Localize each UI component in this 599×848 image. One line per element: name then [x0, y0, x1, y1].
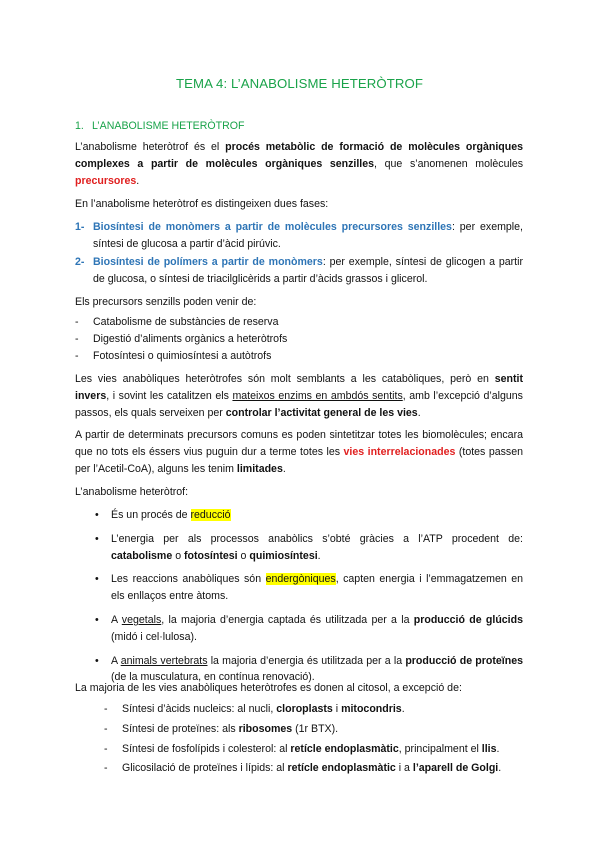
bullet-text: la majoria d’energia és utilitzada per a la — [207, 654, 406, 667]
bullet-item — [93, 507, 523, 524]
dash-marker: - — [104, 722, 108, 735]
dash-marker: - — [104, 762, 108, 775]
list-item-text: i a — [395, 762, 413, 775]
intro-definition: procés metabòlic de formació de molècules orgàniques complexes a partir de molècules orgàniques senzilles — [75, 141, 523, 170]
bullet-text: És un procés de — [111, 509, 191, 521]
aparell-golgi: l’aparell de Golgi — [412, 762, 499, 775]
list-item-text: . — [496, 742, 500, 755]
vies-end: . — [417, 406, 421, 419]
dash-marker: - — [75, 332, 79, 345]
controlar-activitat: controlar l’activitat general de les vies — [225, 406, 418, 419]
bullet-text: L’energia per als processos anabòlics s’obté gràcies a l’ATP procedent de: — [111, 532, 523, 545]
list-item-text: Síntesi d’àcids nucleics: al nucli, — [122, 703, 277, 715]
bullet-text: A — [111, 613, 122, 626]
ribosomes: ribosomes — [238, 722, 293, 735]
list-item-text: (1r BTX). — [292, 722, 339, 735]
bullet-marker: • — [95, 509, 99, 521]
bullet-marker: • — [95, 654, 99, 667]
catabolisme: catabolisme — [111, 549, 173, 562]
anabolisme-label-text: L’anabolisme heteròtrof: — [75, 486, 189, 498]
bullet-text: . — [317, 549, 321, 562]
bullet-text: , la majoria d’energia captada és utilitzada per a la — [161, 613, 414, 626]
reticle-endoplasmatic: retícle endoplasmàtic — [290, 742, 399, 755]
bullet-marker: • — [95, 613, 99, 626]
dash-marker: - — [104, 742, 108, 755]
reticle-endoplasmatic: retícle endoplasmàtic — [287, 762, 396, 775]
animals-vertebrats: animals vertebrats — [120, 654, 208, 667]
list-item-text: Catabolisme de substàncies de reserva — [93, 316, 279, 328]
list-item — [75, 331, 523, 348]
bullet-text: Les reaccions anabòliques són — [111, 573, 266, 586]
vies-text: Les vies anabòliques heteròtrofes són molt semblants a les catabòliques, però en — [75, 373, 495, 385]
list-item-text: . — [401, 703, 405, 715]
intro-paragraph — [75, 139, 523, 189]
citosol-intro-text: La majoria de les vies anabòliques heteròtrofes es donen al citosol, a excepció de: — [75, 682, 462, 694]
intro-text-2: , que s’anomenen molècules — [374, 157, 524, 170]
section-title: L’ANABOLISME HETERÒTROF — [92, 120, 245, 132]
section-number: 1. — [75, 120, 84, 132]
cloroplasts: cloroplasts — [276, 703, 333, 715]
bullet-item — [93, 612, 523, 646]
endergoniques-highlight: endergòniques — [265, 573, 336, 586]
bullet-text: o — [172, 549, 185, 562]
anabolisme-bullets — [93, 507, 523, 686]
phase-title: Biosíntesi de monòmers a partir de molècules precursores senzilles — [93, 221, 452, 233]
dash-marker: - — [104, 703, 108, 715]
phases-list-2 — [75, 254, 523, 288]
dash-marker: - — [75, 316, 79, 328]
comuns-text: A partir de determinats precursors comuns es poden sintetitzar totes les biomolècules; encara que no tots els éssers vius puguin dur a terme totes les — [75, 429, 523, 458]
list-item-text: Glicosilació de proteïnes i lípids: al — [122, 762, 288, 775]
comuns-end: . — [282, 462, 286, 475]
bullet-text: , capten energia i l’emmagatzemen en els enllaços entre àtoms. — [111, 573, 523, 603]
vies-text-2: , i sovint les catalitzen els — [106, 389, 233, 402]
phases-intro-text: En l’anabolisme heteròtrof es distingeixen dues fases: — [75, 198, 329, 210]
list-item-text: Digestió d’aliments orgànics a heteròtrofs — [93, 332, 288, 345]
phase-description: : per exemple, síntesi de glicogen a partir de glucosa, o síntesi de triacilglicèrids a partir d’àcids grassos i glicerol. — [93, 256, 524, 285]
precursores-term: precursores — [75, 174, 137, 187]
produccio-proteines: producció de proteïnes — [405, 654, 523, 667]
vies-text-3: , amb l’excepció d’alguns passos, els quals serveixen per — [75, 389, 523, 419]
vegetals: vegetals — [121, 613, 162, 626]
produccio-glucids: producció de glúcids — [413, 613, 523, 626]
anabolisme-label — [75, 484, 523, 501]
phase-item — [75, 219, 523, 253]
list-item — [104, 741, 523, 758]
precursors-list — [75, 314, 523, 364]
phases-intro — [75, 196, 523, 213]
precursors-intro — [75, 294, 523, 311]
bullet-text: (de la musculatura, en contínua renovació). — [111, 671, 315, 684]
list-item-text: i — [332, 703, 342, 715]
phase-number: 1- — [75, 221, 85, 233]
list-item — [104, 721, 523, 738]
list-item — [75, 348, 523, 365]
bullet-marker: • — [95, 573, 99, 586]
vies-interrelacionades: vies interrelacionades — [343, 445, 456, 458]
bullet-text: (midó i cel·lulosa). — [111, 630, 197, 643]
reduccio-highlight: reducció — [190, 509, 231, 521]
exceptions-list — [75, 701, 523, 777]
bullet-item — [93, 531, 523, 565]
phase-number: 2- — [75, 256, 85, 268]
mateixos-enzims: mateixos enzims en ambdós sentits — [232, 389, 403, 402]
list-item-text: Fotosíntesi o quimiosíntesi a autòtrofs — [93, 349, 272, 362]
list-item — [75, 314, 523, 331]
bullet-marker: • — [95, 532, 99, 545]
phase-item — [75, 254, 523, 288]
vies-paragraph — [75, 371, 523, 421]
list-item-text: Síntesi de proteïnes: als — [122, 722, 239, 735]
list-item — [104, 701, 523, 718]
precursors-comuns-paragraph — [75, 427, 523, 477]
precursors-intro-text: Els precursors senzills poden venir de: — [75, 296, 257, 308]
list-item-text: , principalment el — [398, 742, 482, 755]
page-title: TEMA 4: L’ANABOLISME HETERÒTROF — [175, 76, 424, 91]
bullet-text: A — [111, 654, 121, 667]
sentit-invers: sentit invers — [75, 373, 523, 402]
llis: llis — [481, 742, 497, 755]
fotosintesi: fotosíntesi — [184, 549, 238, 562]
bullet-item — [93, 571, 523, 605]
mitocondris: mitocondris — [341, 703, 402, 715]
intro-text: L’anabolisme heteròtrof és el — [75, 141, 226, 153]
list-item-text: Síntesi de fosfolípids i colesterol: al — [122, 742, 291, 755]
limitades: limitades — [236, 462, 283, 475]
phase-description: : per exemple, síntesi de glucosa a partir d’àcid pirúvic. — [93, 221, 523, 250]
quimiosintesi: quimiosíntesi — [249, 549, 318, 562]
phase-title: Biosíntesi de polímers a partir de monòmers — [93, 256, 323, 268]
intro-end: . — [136, 174, 140, 187]
list-item — [104, 760, 523, 777]
citosol-intro — [75, 680, 523, 697]
list-item-text: . — [498, 762, 502, 775]
section-heading — [75, 118, 244, 135]
phases-list — [75, 219, 523, 253]
comuns-text-2: (totes passen per l’Acetil-CoA), alguns les tenim — [75, 445, 523, 475]
bullet-text: o — [237, 549, 250, 562]
dash-marker: - — [75, 349, 79, 362]
